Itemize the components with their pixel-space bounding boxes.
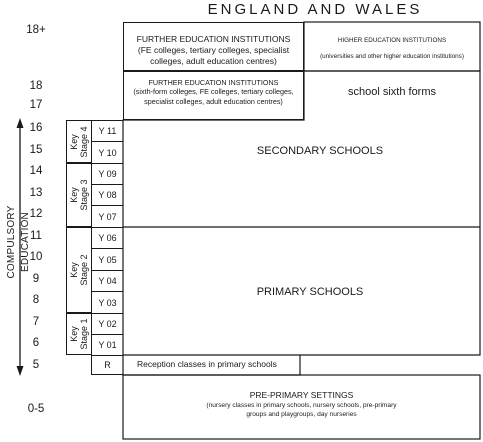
age-label: 0-5 (27, 403, 45, 415)
key-stage-3 (66, 163, 92, 227)
diagram-title: ENGLAND AND WALES (207, 1, 423, 18)
secondary-schools-label: SECONDARY SCHOOLS (256, 145, 384, 157)
compulsory-education-label: COMPULSORY EDUCATION (6, 205, 31, 279)
year-cell-reception: R (91, 355, 123, 375)
fe-mid-title: FURTHER EDUCATION INSTITUTIONS (148, 78, 279, 87)
higher-education-outline (304, 22, 480, 71)
fe-mid-detail: (sixth-form colleges, FE colleges, tertiary colleges, specialist colleges, adult education centres) (133, 87, 294, 106)
key-stage-2 (66, 227, 92, 313)
year-cell: Y 09 (91, 163, 123, 184)
year-cell: Y 04 (91, 270, 123, 291)
age-label: 18+ (26, 24, 46, 36)
age-label: 11 (30, 230, 42, 242)
age-label: 12 (29, 208, 43, 220)
age-label: 17 (29, 99, 43, 111)
arrow-up-icon (17, 118, 24, 128)
arrow-down-icon (17, 366, 24, 376)
year-cell: Y 01 (91, 334, 123, 355)
primary-schools-label: PRIMARY SCHOOLS (256, 286, 364, 298)
age-label: 16 (29, 122, 43, 134)
year-cell: Y 10 (91, 141, 123, 163)
age-label: 6 (32, 337, 40, 349)
age-label: 5 (32, 359, 40, 371)
age-label: 7 (32, 316, 40, 328)
year-cell: Y 05 (91, 248, 123, 270)
year-cell: Y 11 (91, 120, 123, 141)
age-label: 18 (29, 80, 43, 92)
age-label: 13 (29, 187, 43, 199)
reception-label: Reception classes in primary schools (137, 359, 277, 369)
key-stage-2-label: Key Stage 2 (69, 254, 89, 286)
school-sixth-forms-label: school sixth forms (347, 86, 437, 98)
age-label: 10 (29, 251, 43, 263)
pre-primary-detail: (nursery classes in primary schools, nursery schools, pre-primary groups and playgroups, day nurseries (206, 402, 397, 418)
fe-mid-box (123, 71, 304, 120)
key-stage-1-label: Key Stage 1 (69, 318, 89, 350)
year-cell: Y 08 (91, 184, 123, 205)
year-cell: Y 02 (91, 313, 123, 334)
higher-education-detail: (universities and other higher education institutions) (320, 53, 464, 60)
fe-top-detail: (FE colleges, tertiary colleges, specialist colleges, adult education centres) (137, 45, 290, 66)
pre-primary-title: PRE-PRIMARY SETTINGS (249, 390, 354, 400)
higher-education-title: HIGHER EDUCATION INSTITUTIONS (337, 37, 447, 44)
year-cell: Y 07 (91, 205, 123, 227)
age-label: 14 (29, 165, 43, 177)
key-stage-3-label: Key Stage 3 (69, 179, 89, 211)
age-label: 8 (32, 294, 40, 306)
age-label: 9 (32, 273, 40, 285)
year-cell: Y 06 (91, 227, 123, 248)
fe-top-box (123, 22, 304, 71)
key-stage-4-label: Key Stage 4 (69, 125, 89, 158)
key-stage-1 (66, 313, 92, 355)
year-cell: Y 03 (91, 291, 123, 313)
key-stage-4 (66, 120, 92, 163)
age-label: 15 (29, 144, 43, 156)
fe-top-title: FURTHER EDUCATION INSTITUTIONS (136, 34, 291, 44)
